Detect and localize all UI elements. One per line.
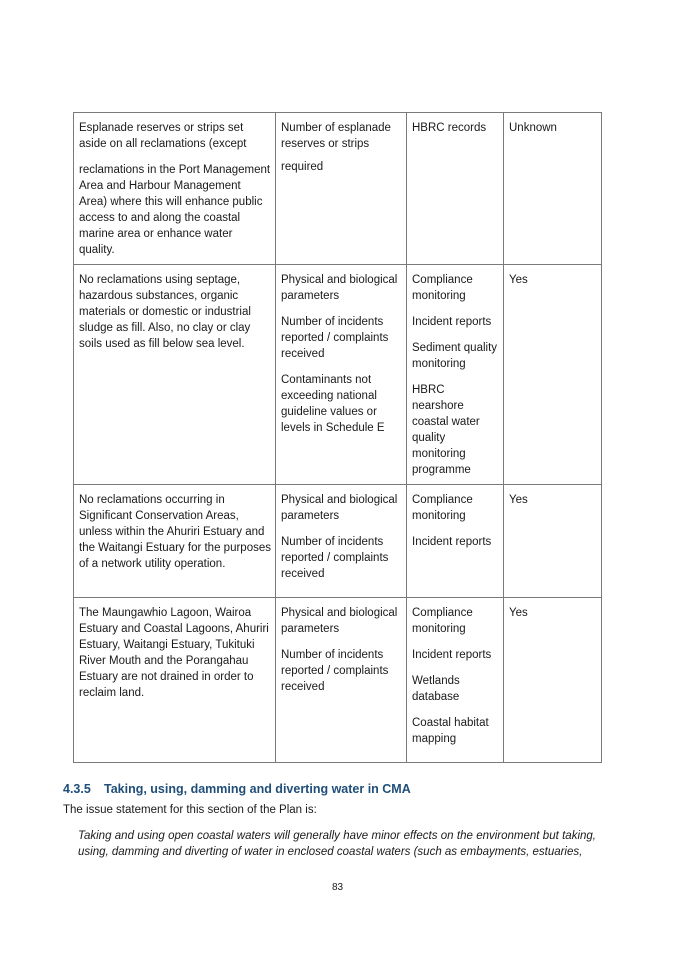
section-number: 4.3.5 — [63, 782, 91, 796]
issue-statement-quote: Taking and using open coastal waters will generally have minor effects on the environment but taking, using, damming and diverting of water in enclosed coastal waters (such as embayments, estuaries, — [78, 830, 596, 858]
cell-text: Number of incidents reported / complaints received — [281, 649, 389, 693]
table-cell — [504, 265, 602, 485]
cell-text: Yes — [509, 274, 528, 286]
table-row — [74, 265, 602, 485]
cell-text: Compliance monitoring — [412, 607, 473, 635]
cell-text: Compliance monitoring — [412, 494, 473, 522]
cell-text: Wetlands database — [412, 675, 460, 703]
table-cell — [74, 265, 276, 485]
table-cell — [74, 485, 276, 598]
cell-text: HBRC nearshore coastal water quality monitoring programme — [412, 384, 480, 476]
section-title: Taking, using, damming and diverting water in CMA — [104, 782, 411, 796]
section-heading — [63, 782, 411, 796]
table-cell — [407, 485, 504, 598]
cell-text: The Maungawhio Lagoon, Wairoa Estuary and Coastal Lagoons, Ahuriri Estuary, Waitangi Estuary, Tukituki River Mouth and the Porangahau Estuary are not drained in order to reclaim land. — [79, 607, 269, 699]
cell-text: Incident reports — [412, 316, 492, 328]
table-cell — [276, 265, 407, 485]
table-row — [74, 485, 602, 598]
cell-text: Physical and biological parameters — [281, 494, 398, 522]
cell-text: Number of esplanade reserves or strips — [281, 122, 391, 150]
table-cell — [504, 113, 602, 265]
cell-text: Unknown — [509, 122, 557, 134]
cell-text: Incident reports — [412, 649, 492, 661]
table-cell — [407, 113, 504, 265]
table-cell — [74, 598, 276, 763]
cell-text: Esplanade reserves or strips set aside on all reclamations (except — [79, 122, 247, 150]
table-cell — [407, 598, 504, 763]
table-cell — [74, 113, 276, 265]
table-cell — [407, 265, 504, 485]
cell-text: Number of incidents reported / complaints received — [281, 536, 389, 580]
table-cell — [276, 485, 407, 598]
table-cell — [276, 113, 407, 265]
cell-text: Physical and biological parameters — [281, 274, 398, 302]
monitoring-table — [73, 112, 602, 763]
cell-text: Incident reports — [412, 536, 492, 548]
cell-text: required — [281, 161, 324, 173]
cell-text: Yes — [509, 494, 528, 506]
cell-text: No reclamations occurring in Significant Conservation Areas, unless within the Ahuriri Estuary and the Waitangi Estuary for the purposes of a network utility operation. — [79, 494, 271, 570]
cell-text: Coastal habitat mapping — [412, 717, 489, 745]
cell-text: reclamations in the Port Management Area and Harbour Management Area) where this will enhance public access to and along the coastal marine area or enhance water quality. — [79, 164, 271, 256]
page-number: 83 — [331, 882, 344, 893]
cell-text: Compliance monitoring — [412, 274, 473, 302]
intro-text: The issue statement for this section of the Plan is: — [63, 804, 317, 816]
cell-text: Yes — [509, 607, 528, 619]
cell-text: Contaminants not exceeding national guideline values or levels in Schedule E — [281, 374, 385, 434]
table-cell — [504, 485, 602, 598]
cell-text: HBRC records — [412, 122, 487, 134]
cell-text: Number of incidents reported / complaints received — [281, 316, 389, 360]
table-cell — [504, 598, 602, 763]
cell-text: Physical and biological parameters — [281, 607, 398, 635]
table-cell — [276, 598, 407, 763]
cell-text: No reclamations using septage, hazardous substances, organic materials or domestic or industrial sludge as fill. Also, no clay or clay soils used as fill below sea level. — [79, 274, 251, 350]
table-row — [74, 598, 602, 763]
cell-text: Sediment quality monitoring — [412, 342, 498, 370]
table-row — [74, 113, 602, 265]
